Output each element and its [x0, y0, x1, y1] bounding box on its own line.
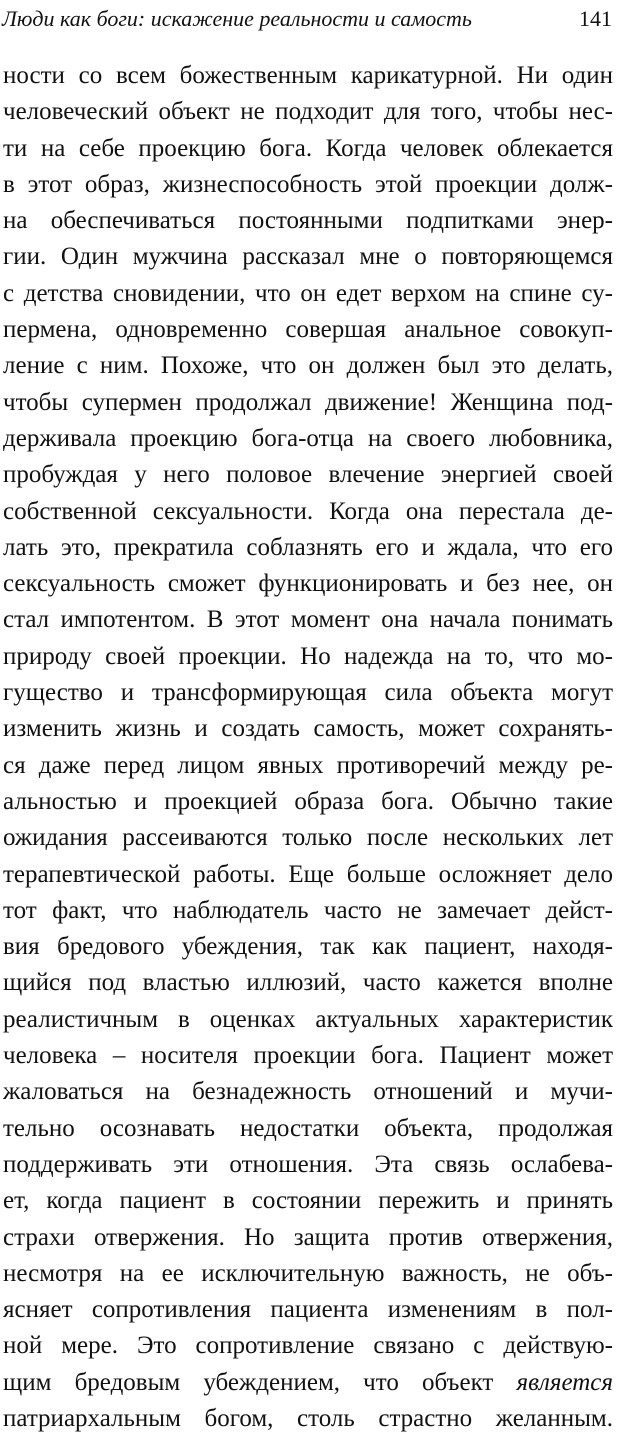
- text-line: жаловаться на безнадежность отношений и мучи-: [3, 1078, 613, 1106]
- text-line: человека – носителя проекции бога. Пациент может: [3, 1042, 613, 1070]
- body-text: [3, 58, 613, 1437]
- text-line: с детства сновидении, что он едет верхом на спине су-: [3, 279, 613, 307]
- text-line: изменить жизнь и создать самость, может сохранять-: [3, 715, 613, 743]
- text-line: пермена, одновременно совершая анальное совокуп-: [3, 316, 613, 344]
- text-line: ожидания рассеиваются только после нескольких лет: [3, 824, 613, 852]
- text-line: лать это, прекратила соблазнять его и ждала, что его: [3, 533, 613, 561]
- text-line: тот факт, что наблюдатель часто не замечает дейст-: [3, 896, 613, 924]
- text-line-final: патриархальным богом, столь страстно желанным.: [3, 1404, 613, 1432]
- text-line: в этот образ, жизнеспособность этой проекции долж-: [3, 170, 613, 198]
- text-line: терапевтической работы. Еще больше осложняет дело: [3, 860, 613, 888]
- text-line: на обеспечиваться постоянными подпитками энер-: [3, 207, 613, 235]
- text-line: ление с ним. Похоже, что он должен был это делать,: [3, 352, 613, 380]
- text-line: природу своей проекции. Но надежда на то, что мо-: [3, 642, 613, 670]
- text-line: сексуальность сможет функционировать и без нее, он: [3, 570, 613, 598]
- emphasized-word: является: [516, 1368, 613, 1396]
- text-line: ет, когда пациент в состоянии пережить и принять: [3, 1187, 613, 1215]
- text-line: страхи отвержения. Но защита против отвержения,: [3, 1223, 613, 1251]
- text-line: вия бредового убеждения, так как пациент, находя-: [3, 933, 613, 961]
- text-line: гии. Один мужчина рассказал мне о повторяющемся: [3, 243, 613, 271]
- text-line-with-emphasis: [3, 1365, 613, 1401]
- page-number: 141: [579, 6, 612, 31]
- text-line: несмотря на ее исключительную важность, не объ-: [3, 1259, 613, 1287]
- text-line: ности со всем божественным карикатурной. Ни один: [3, 62, 613, 89]
- text-line: человеческий объект не подходит для того, чтобы нес-: [3, 98, 613, 126]
- text-line: поддерживать эти отношения. Эта связь ослабева-: [3, 1150, 613, 1178]
- text-line: альностью и проекцией образа бога. Обычно такие: [3, 787, 613, 815]
- text-line: чтобы супермен продолжал движение! Женщина под-: [3, 388, 613, 416]
- text-line: стал импотентом. В этот момент она начала понимать: [3, 606, 613, 634]
- text-line: щийся под властью иллюзий, часто кажется вполне: [3, 969, 613, 997]
- text-line: гущество и трансформирующая сила объекта могут: [3, 679, 613, 707]
- running-title: Люди как боги: искажение реальности и самость: [2, 6, 472, 31]
- text-line: держивала проекцию бога-отца на своего любовника,: [3, 424, 613, 452]
- text-line: ясняет сопротивления пациента изменениям в пол-: [3, 1296, 613, 1324]
- text-line: ся даже перед лицом явных противоречий между ре-: [3, 751, 613, 779]
- text-line-lead: щим бредовым убеждением, что объект: [3, 1368, 494, 1396]
- text-line: ти на себе проекцию бога. Когда человек облекается: [3, 134, 613, 162]
- text-line: ной мере. Это сопротивление связано с действую-: [3, 1332, 613, 1360]
- text-line: пробуждая у него половое влечение энергией своей: [3, 461, 613, 489]
- text-line: реалистичным в оценках актуальных характеристик: [3, 1005, 613, 1033]
- text-line: собственной сексуальности. Когда она перестала де-: [3, 497, 613, 525]
- running-head: [2, 4, 612, 34]
- text-line: тельно осознавать недостатки объекта, продолжая: [3, 1114, 613, 1142]
